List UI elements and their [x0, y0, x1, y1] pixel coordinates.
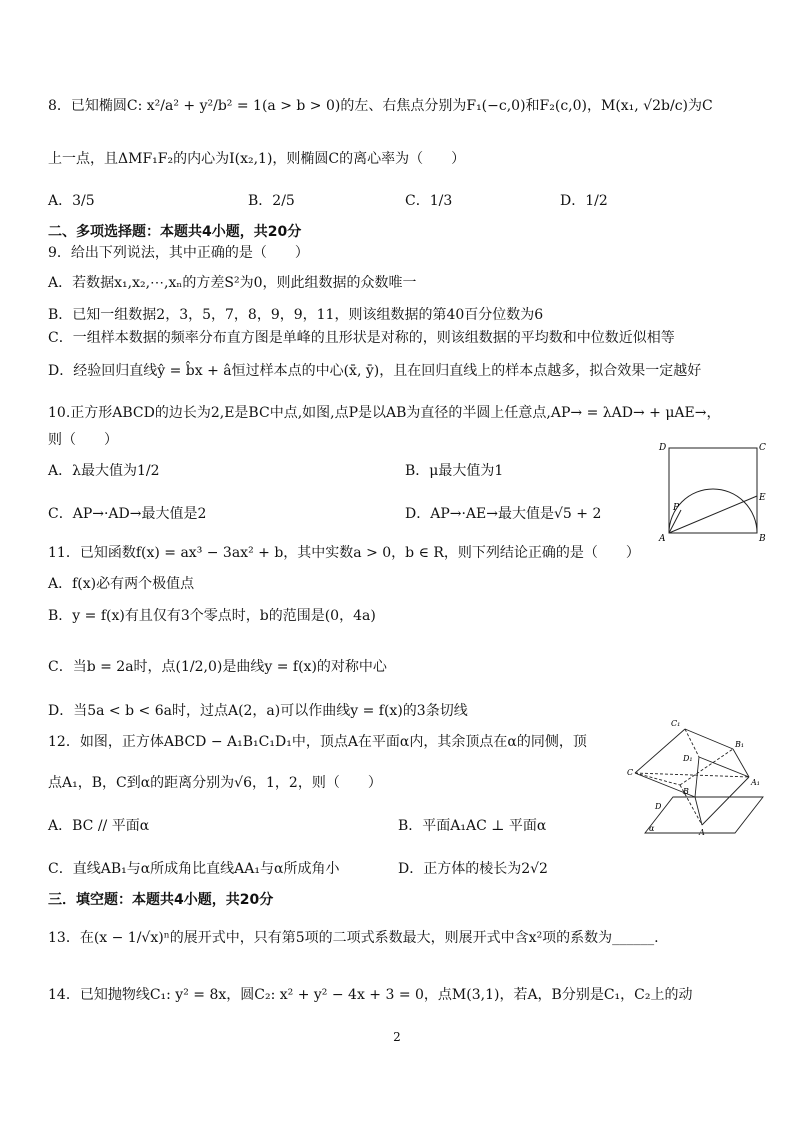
q8-line1: 8．已知椭圆C: x²/a² + y²/b² = 1(a > b > 0)的左、右焦点分别为F₁(−c,0)和F₂(c,0)，M(x₁, √2b/c)为C [48, 98, 713, 114]
fig12-label-a1: A₁ [751, 778, 760, 787]
fig12-label-c: C [627, 768, 634, 777]
q9-stem: 9．给出下列说法，其中正确的是（ ） [48, 245, 309, 261]
q8-option-c: C．1/3 [405, 193, 453, 209]
q12-option-a: A．BC // 平面α [48, 818, 150, 834]
q9-option-c: C．一组样本数据的频率分布直方图是单峰的且形状是对称的，则该组数据的平均数和中位数近似相等 [48, 330, 675, 346]
fig12-label-b: B [683, 787, 689, 796]
fig10-label-b: B [759, 534, 766, 543]
section2-title: 二、多项选择题：本题共4小题，共20分 [48, 224, 302, 240]
fig12-label-d: D [655, 802, 662, 811]
q8-line2: 上一点，且ΔMF₁F₂的内心为I(x₂,1)，则椭圆C的离心率为（ ） [48, 151, 466, 167]
fig12-label-a: A [699, 828, 705, 837]
q12-stem: 12．如图，正方体ABCD − A₁B₁C₁D₁中，顶点A在平面α内，其余顶点在α的同侧，顶 [48, 734, 587, 750]
q8-option-a: A．3/5 [48, 193, 95, 209]
q11-option-d: D．当5a < b < 6a时，过点A(2，a)可以作曲线y = f(x)的3条切线 [48, 703, 468, 719]
q8-option-d: D．1/2 [560, 193, 608, 209]
fig10-label-d: D [659, 443, 667, 453]
q10-stem2: 则（ ） [48, 432, 118, 448]
q11-option-a: A．f(x)必有两个极值点 [48, 576, 195, 592]
q14-text: 14．已知抛物线C₁: y² = 8x，圆C₂: x² + y² − 4x + 3 = 0，点M(3,1)，若A，B分别是C₁，C₂上的动 [48, 987, 693, 1003]
q10-stem: 10.正方形ABCD的边长为2,E是BC中点,如图,点P是以AB为直径的半圆上任意点,AP→ = λAD→ + μAE→， [48, 405, 721, 421]
q10-option-b: B．μ最大值为1 [405, 463, 504, 479]
q11-option-b: B．y = f(x)有且仅有3个零点时，b的范围是(0，4a) [48, 608, 376, 624]
fig12-label-alpha: α [649, 824, 655, 833]
fig10-label-p: P [673, 503, 680, 513]
q12-stem2: 点A₁，B，C到α的距离分别为√6，1，2，则（ ） [48, 775, 382, 791]
q11-option-c: C．当b = 2a时，点(1/2,0)是曲线y = f(x)的对称中心 [48, 659, 387, 675]
fig12-label-d1: D₁ [683, 754, 693, 763]
section3-title: 三．填空题：本题共4小题，共20分 [48, 892, 274, 908]
cube-plane-figure [625, 715, 765, 840]
q10-option-c: C．AP→·AD→最大值是2 [48, 506, 207, 522]
square-semicircle-figure [655, 438, 770, 543]
fig12-label-c1: C₁ [671, 719, 681, 728]
q10-option-a: A．λ最大值为1/2 [48, 463, 160, 479]
q12-option-c: C．直线AB₁与α所成角比直线AA₁与α所成角小 [48, 861, 340, 877]
fig12-label-b1: B₁ [735, 740, 745, 749]
q9-option-b: B．已知一组数据2，3，5，7，8，9，9，11，则该组数据的第40百分位数为6 [48, 307, 544, 323]
q12-option-b: B．平面A₁AC ⊥ 平面α [398, 818, 547, 834]
q8-option-b: B．2/5 [248, 193, 295, 209]
fig10-label-a: A [659, 534, 666, 543]
page-number: 2 [393, 1030, 401, 1044]
fig10-label-c: C [759, 443, 766, 453]
q11-stem: 11．已知函数f(x) = ax³ − 3ax² + b，其中实数a > 0，b ∈ R，则下列结论正确的是（ ） [48, 545, 640, 561]
q13-text: 13．在(x − 1/√x)ⁿ的展开式中，只有第5项的二项式系数最大，则展开式中含x²项的系数为______. [48, 930, 659, 946]
q12-option-d: D．正方体的棱长为2√2 [398, 861, 548, 877]
q9-option-d: D．经验回归直线ŷ = b̂x + â恒过样本点的中心(x̄, ȳ)，且在回归直线上的样本点越多，拟合效果一定越好 [48, 363, 702, 379]
q9-option-a: A．若数据x₁,x₂,⋯,xₙ的方差S²为0，则此组数据的众数唯一 [48, 275, 417, 291]
q10-option-d: D．AP→·AE→最大值是√5 + 2 [405, 506, 602, 522]
fig10-label-e: E [759, 493, 766, 503]
